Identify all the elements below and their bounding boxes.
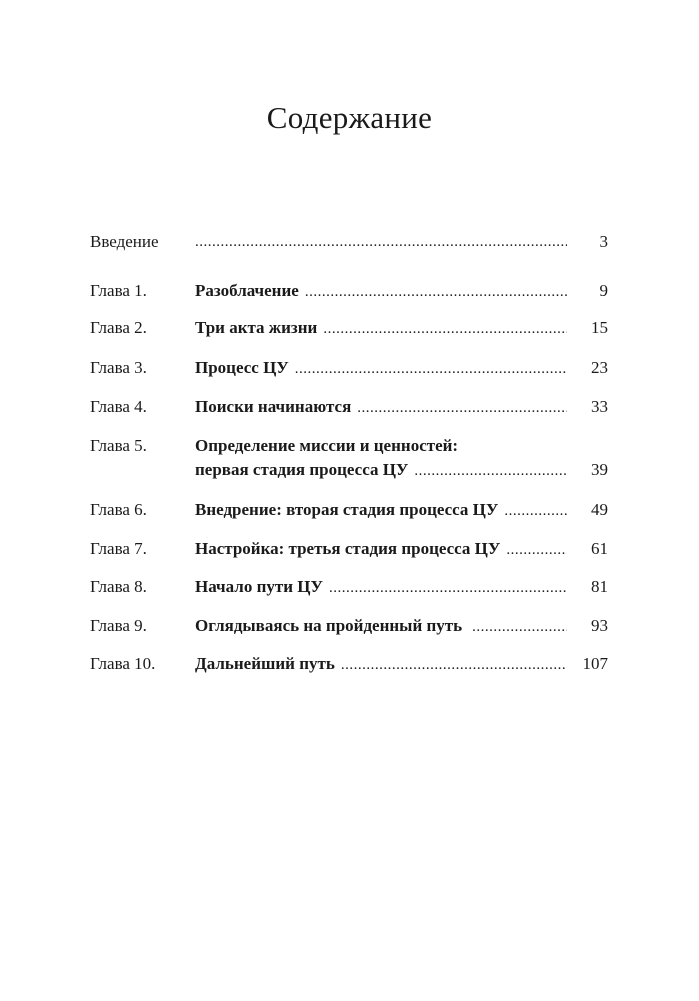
toc-leader	[305, 282, 567, 302]
toc-entry-chapter-3[interactable]	[90, 358, 608, 378]
toc-page-number: 49	[591, 500, 608, 519]
toc-leader	[472, 617, 567, 637]
toc-entry-chapter-7[interactable]	[90, 539, 608, 559]
toc-page-number: 9	[599, 281, 608, 300]
toc-chapter-label: Глава 10.	[90, 654, 156, 673]
toc-entry-title-line1: Определение миссии и ценностей:	[195, 436, 459, 455]
toc-entry-chapter-9[interactable]	[90, 616, 608, 636]
toc-chapter-label: Глава 8.	[90, 577, 147, 596]
toc-page-number: 3	[599, 232, 608, 251]
toc-entry-chapter-10[interactable]	[90, 654, 608, 674]
toc-page-number: 93	[591, 616, 608, 635]
toc-entry-title: Оглядываясь на пройденный путь	[195, 616, 463, 635]
toc-entry-title: Разоблачение	[195, 281, 299, 300]
toc-chapter-label: Глава 9.	[90, 616, 147, 635]
toc-leader	[295, 359, 567, 379]
toc-leader	[357, 398, 567, 418]
toc-entry-chapter-5-line2[interactable]	[90, 460, 608, 480]
toc-entry-chapter-6[interactable]	[90, 500, 608, 520]
toc-entry-title: первая стадия процесса ЦУ	[195, 460, 409, 479]
toc-entry-title: Начало пути ЦУ	[195, 577, 323, 596]
toc-entry-title: Введение	[90, 232, 159, 251]
toc-entry-title: Поиски начинаются	[195, 397, 352, 416]
toc-page-number: 81	[591, 577, 608, 596]
toc-chapter-label: Глава 1.	[90, 281, 147, 300]
toc-entry-title: Три акта жизни	[195, 318, 318, 337]
toc-chapter-label: Глава 6.	[90, 500, 147, 519]
toc-leader	[195, 232, 567, 252]
toc-entry-title: Внедрение: вторая стадия процесса ЦУ	[195, 500, 499, 519]
toc-page-number: 33	[591, 397, 608, 416]
toc-chapter-label: Глава 3.	[90, 358, 147, 377]
toc-leader	[323, 319, 567, 339]
toc-entry-chapter-8[interactable]	[90, 577, 608, 597]
toc-entry-title: Настройка: третья стадия процесса ЦУ	[195, 539, 501, 558]
toc-entry-title: Процесс ЦУ	[195, 358, 289, 377]
toc-chapter-label: Глава 2.	[90, 318, 147, 337]
toc-chapter-label: Глава 7.	[90, 539, 147, 558]
page-title: Содержание	[266, 100, 433, 135]
toc-leader	[506, 540, 567, 560]
toc-entry-chapter-5-line1[interactable]	[90, 436, 608, 456]
toc-page-number: 61	[591, 539, 608, 558]
toc-leader	[341, 655, 567, 675]
toc-entry-chapter-4[interactable]	[90, 397, 608, 417]
toc-page-number: 23	[591, 358, 608, 377]
toc-page-number: 39	[591, 460, 608, 479]
toc-leader	[414, 461, 567, 481]
toc-entry-chapter-1[interactable]	[90, 281, 608, 301]
toc-chapter-label: Глава 4.	[90, 397, 147, 416]
toc-leader	[329, 578, 567, 598]
toc-entry-intro[interactable]	[90, 232, 608, 252]
toc-page-number: 107	[582, 654, 608, 673]
toc-entry-chapter-2[interactable]	[90, 318, 608, 338]
toc-entry-title: Дальнейший путь	[195, 654, 335, 673]
toc-page-number: 15	[591, 318, 608, 337]
toc-chapter-label: Глава 5.	[90, 436, 147, 455]
toc-leader	[504, 501, 567, 521]
